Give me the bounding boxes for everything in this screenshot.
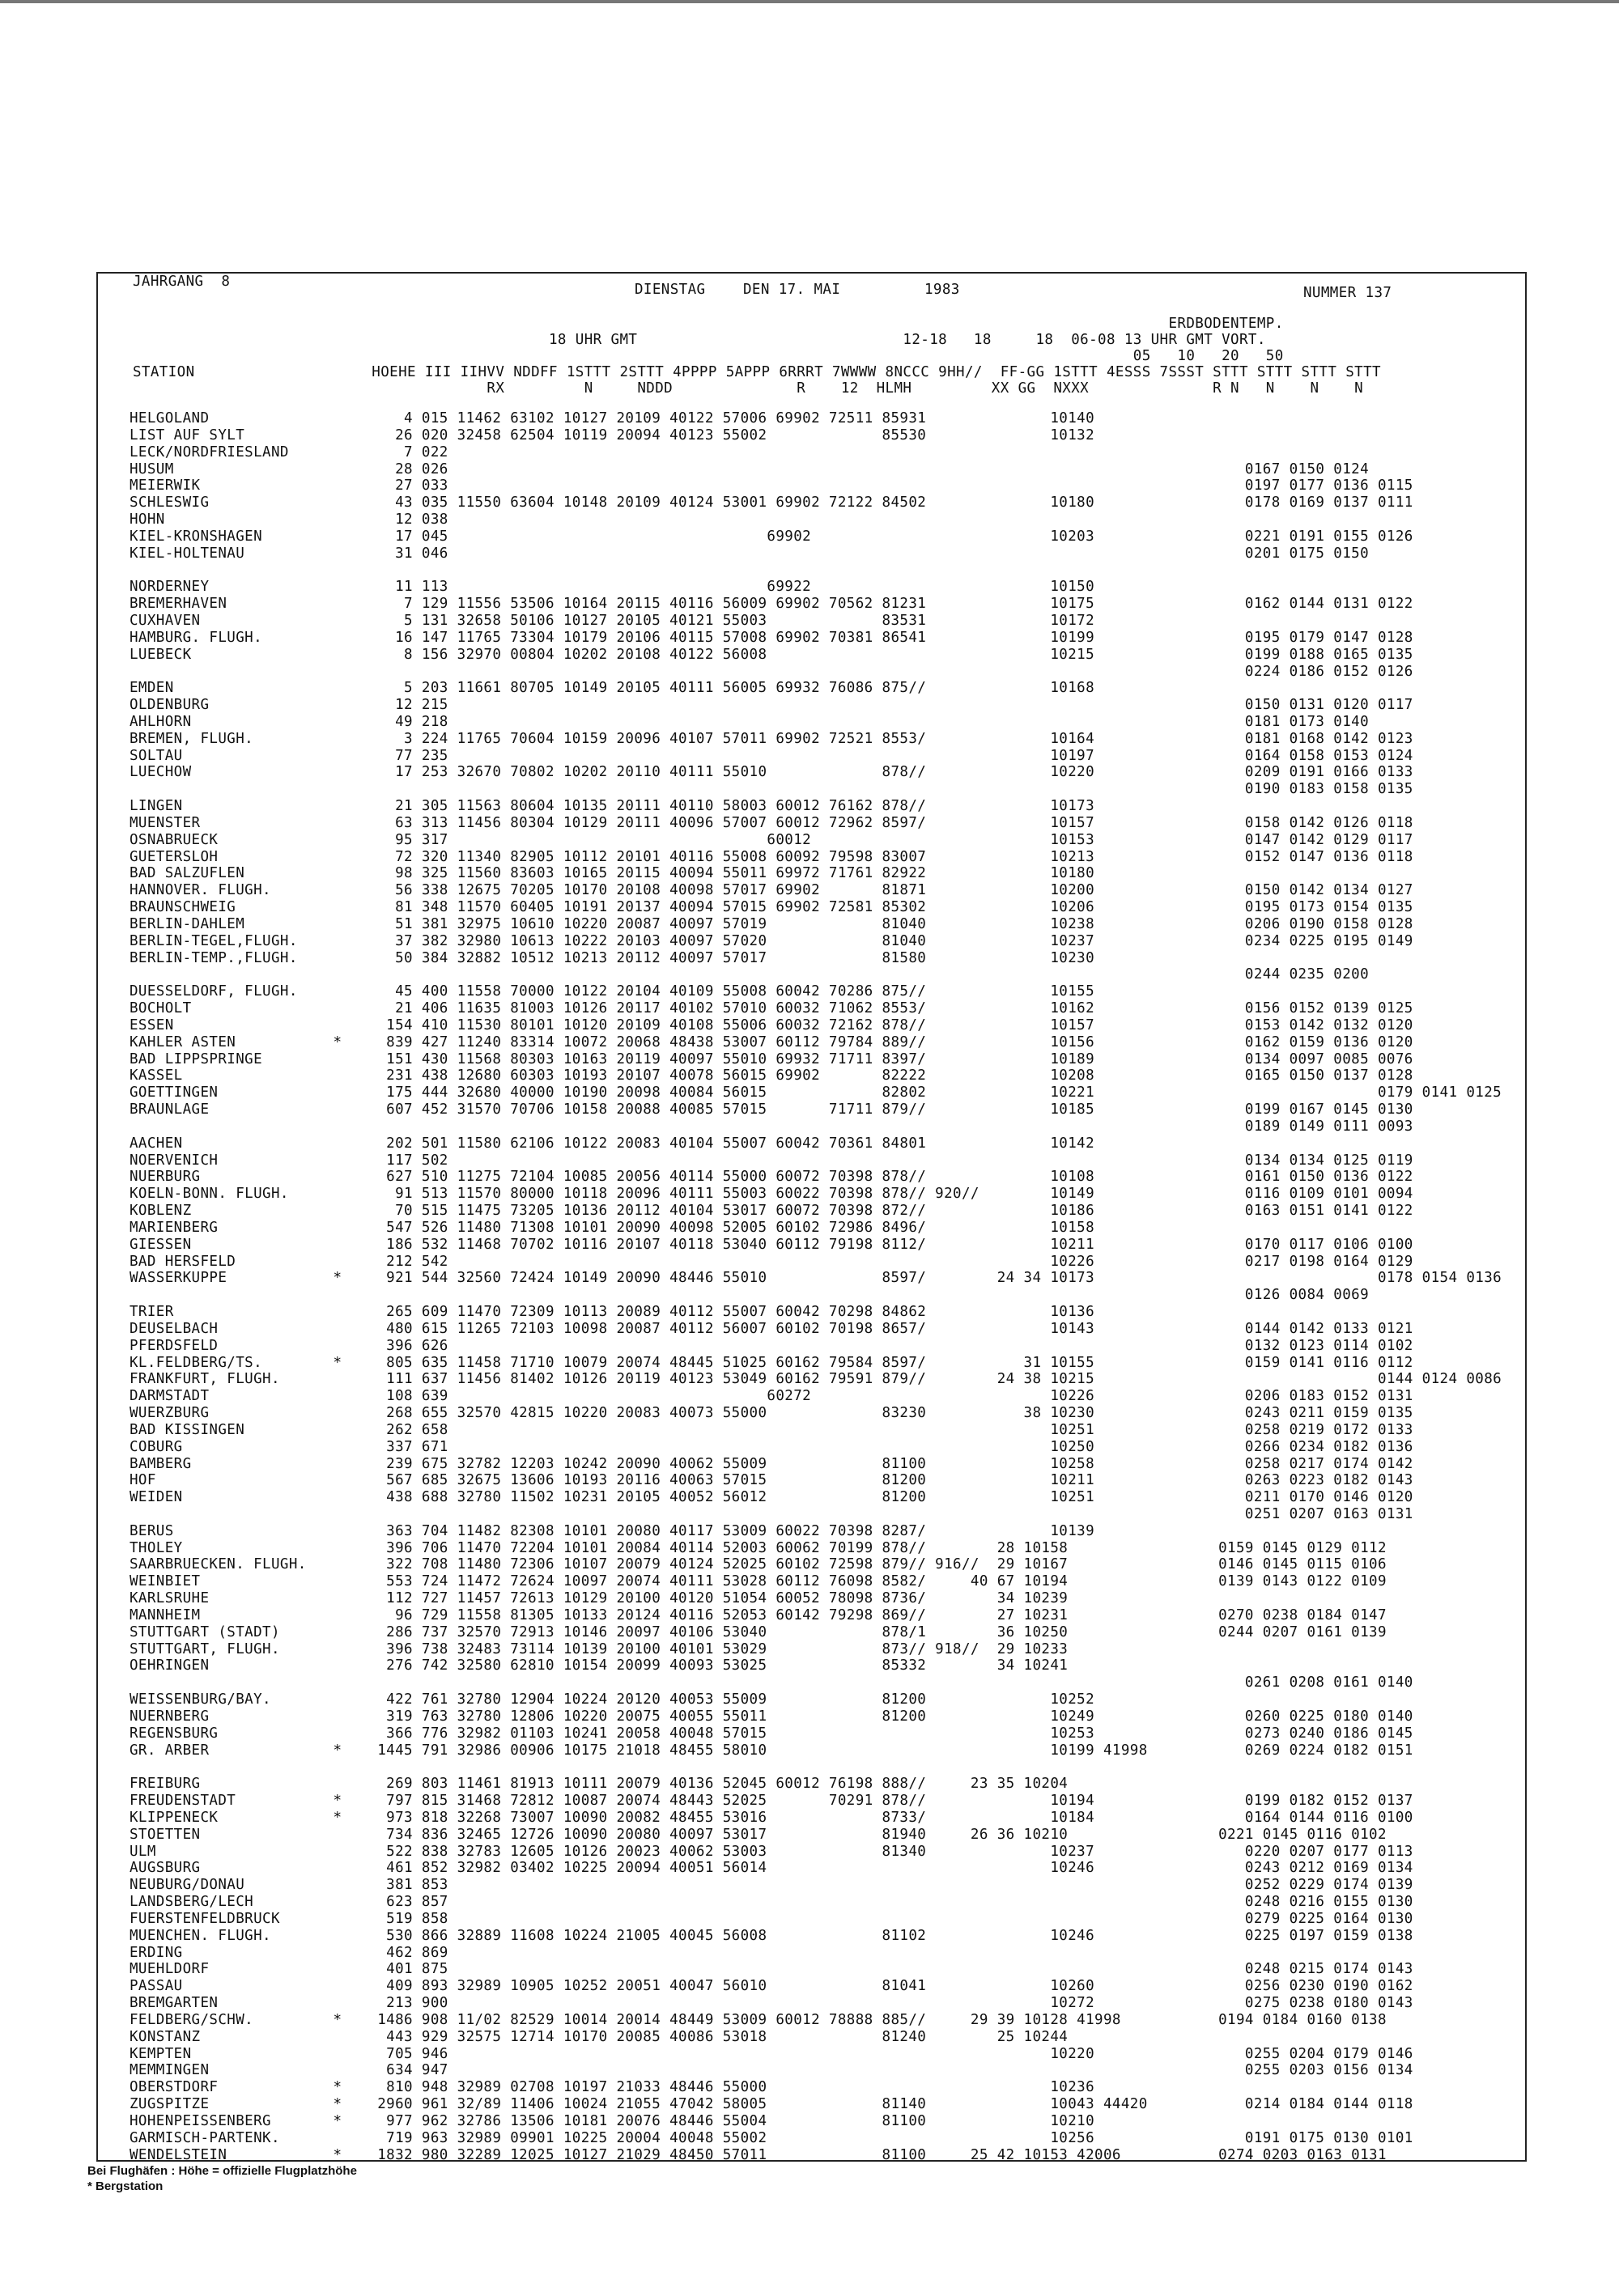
station-row: WEINBIET 553 724 11472 72624 10097 20074 40111 53028 60112 76098 8582/ 40 67 10194 0139 0143 0122 0109 (130, 1573, 1387, 1590)
station-row: BAD KISSINGEN 262 658 10251 0258 0219 0172 0133 (130, 1421, 1413, 1438)
station-row: MUENSTER 63 313 11456 80304 10129 20111 40096 57007 60012 72962 8597/ 10157 0158 0142 0126 0118 (130, 814, 1413, 831)
station-row: GOETTINGEN 175 444 32680 40000 10190 20098 40084 56015 82802 10221 0179 0141 0125 (130, 1084, 1502, 1101)
station-row: AACHEN 202 501 11580 62106 10122 20083 40104 55007 60042 70361 84801 10142 (130, 1135, 1095, 1152)
station-row: KLIPPENECK * 973 818 32268 73007 10090 20082 48455 53016 8733/ 10184 0164 0144 0116 0100 (130, 1809, 1413, 1826)
station-row: LUEBECK 8 156 32970 00804 10202 20108 40122 56008 10215 0199 0188 0165 0135 (130, 646, 1413, 663)
station-row: LIST AUF SYLT 26 020 32458 62504 10119 20094 40123 55002 85530 10132 (130, 427, 1095, 443)
station-row: HOHN 12 038 (130, 511, 448, 528)
station-row: ZUGSPITZE * 2960 961 32/89 11406 10024 21055 47042 58005 81140 10043 44420 0214 0184 0144 0118 (130, 2096, 1413, 2112)
station-row: AUGSBURG 461 852 32982 03402 10225 20094 40051 56014 10246 0243 0212 0169 0134 (130, 1860, 1413, 1877)
station-row: KIEL-KRONSHAGEN 17 045 69902 10203 0221 0191 0155 0126 (130, 528, 1413, 545)
station-row: KL.FELDBERG/TS. * 805 635 11458 71710 10079 20074 48445 51025 60162 79584 8597/ 31 10155 0159 0141 0116 0112 (130, 1354, 1413, 1371)
station-row: KOELN-BONN. FLUGH. 91 513 11570 80000 10118 20096 40111 55003 60022 70398 878// 920// 10149 0116 0109 0101 0094 (130, 1186, 1413, 1203)
station-row: BREMGARTEN 213 900 10272 0275 0238 0180 0143 (130, 1995, 1413, 2011)
station-row: THOLEY 396 706 11470 72204 10101 20084 40114 52003 60062 70199 878// 28 10158 0159 0145 0129 0112 (130, 1539, 1387, 1556)
year-label: 1983 (924, 282, 960, 298)
station-row: ESSEN 154 410 11530 80101 10120 20109 40108 55006 60032 72162 878// 10157 0153 0142 0132 0120 (130, 1016, 1413, 1033)
station-row: BREMERHAVEN 7 129 11556 53506 10164 20115 40116 56009 69902 70562 81231 10175 0162 0144 0131 0122 (130, 596, 1413, 613)
station-row: ERDING 462 869 (130, 1944, 448, 1961)
station-row: 0190 0183 0158 0135 (130, 781, 1413, 798)
station-row: KOBLENZ 70 515 11475 73205 10136 20112 40104 53017 60072 70398 872// 10186 0163 0151 0141 0122 (130, 1203, 1413, 1219)
station-row: WEISSENBURG/BAY. 422 761 32780 12904 10224 20120 40053 55009 81200 10252 (130, 1691, 1095, 1708)
station-row: MEIERWIK 27 033 0197 0177 0136 0115 (130, 477, 1413, 494)
station-row: REGENSBURG 366 776 32982 01103 10241 20058 40048 57015 10253 0273 0240 0186 0145 (130, 1725, 1413, 1742)
station-row: GIESSEN 186 532 11468 70702 10116 20107 40118 53040 60112 79198 8112/ 10211 0170 0117 0106 0100 (130, 1236, 1413, 1253)
station-row: WASSERKUPPE * 921 544 32560 72424 10149 20090 48446 55010 8597/ 24 34 10173 0178 0154 0136 (130, 1270, 1502, 1287)
station-row: WEIDEN 438 688 32780 11502 10231 20105 40052 56012 81200 10251 0211 0170 0146 0120 (130, 1489, 1413, 1506)
station-row: WUERZBURG 268 655 32570 42815 10220 20083 40073 55000 83230 38 10230 0243 0211 0159 0135 (130, 1405, 1413, 1421)
station-row: GR. ARBER * 1445 791 32986 00906 10175 21018 48455 58010 10199 41998 0269 0224 0182 0151 (130, 1742, 1413, 1759)
station-row: KONSTANZ 443 929 32575 12714 10170 20085 40086 53018 81240 25 10244 (130, 2028, 1069, 2045)
column-header-line-1: ERDBODENTEMP. (133, 316, 1284, 332)
station-row: CUXHAVEN 5 131 32658 50106 10127 20105 40121 55003 83531 10172 (130, 613, 1095, 629)
station-row: WENDELSTEIN * 1832 980 32289 12025 10127 21029 48450 57011 81100 25 42 10153 42006 0274 0203 0163 0131 (130, 2146, 1387, 2163)
issue-number: NUMMER 137 (1303, 285, 1392, 301)
station-row: LINGEN 21 305 11563 80604 10135 20111 40110 58003 60012 76162 878// 10173 (130, 798, 1095, 815)
station-row: MUENCHEN. FLUGH. 530 866 32889 11608 10224 21005 40045 56008 81102 10246 0225 0197 0159 0138 (130, 1927, 1413, 1944)
station-row: BOCHOLT 21 406 11635 81003 10126 20117 40102 57010 60032 71062 8553/ 10162 0156 0152 0139 0125 (130, 1000, 1413, 1016)
station-row: BAMBERG 239 675 32782 12203 10242 20090 40062 55009 81100 10258 0258 0217 0174 0142 (130, 1455, 1413, 1472)
footnote-airports: Bei Flughäfen : Höhe = offizielle Flugplatzhöhe (87, 2164, 357, 2178)
station-row: 0224 0186 0152 0126 (130, 663, 1413, 680)
station-row: FREUDENSTADT * 797 815 31468 72812 10087 20074 48443 52025 70291 878// 10194 0199 0182 0152 0137 (130, 1793, 1413, 1810)
station-row: BERUS 363 704 11482 82308 10101 20080 40117 53009 60022 70398 8287/ 10139 (130, 1522, 1095, 1539)
station-row: BERLIN-TEGEL,FLUGH. 37 382 32980 10613 10222 20103 40097 57020 81040 10237 0234 0225 0195 0149 (130, 932, 1413, 949)
column-header-line-2: 18 UHR GMT 12-18 18 18 06-08 13 UHR GMT VORT. (133, 332, 1266, 348)
station-row: 0251 0207 0163 0131 (130, 1505, 1413, 1522)
station-row: KAHLER ASTEN * 839 427 11240 83314 10072 20068 48438 53007 60112 79784 889// 10156 0162 0159 0136 0120 (130, 1033, 1413, 1050)
station-row: BAD HERSFELD 212 542 10226 0217 0198 0164 0129 (130, 1253, 1413, 1270)
station-row: FREIBURG 269 803 11461 81913 10111 20079 40136 52045 60012 76198 888// 23 35 10204 (130, 1776, 1069, 1793)
station-row: EMDEN 5 203 11661 80705 10149 20105 40111 56005 69932 76086 875// 10168 (130, 680, 1095, 697)
station-row: NUERBURG 627 510 11275 72104 10085 20056 40114 55000 60072 70398 878// 10108 0161 0150 0136 0122 (130, 1169, 1413, 1186)
station-row: MARIENBERG 547 526 11480 71308 10101 20090 40098 52005 60102 72986 8496/ 10158 (130, 1219, 1095, 1236)
station-row: STUTTGART, FLUGH. 396 738 32483 73114 10139 20100 40101 53029 873// 918// 29 10233 (130, 1640, 1069, 1657)
station-row: MANNHEIM 96 729 11558 81305 10133 20124 40116 52053 60142 79298 869// 27 10231 0270 0238 0184 0147 (130, 1606, 1387, 1623)
station-row: SCHLESWIG 43 035 11550 63604 10148 20109 40124 53001 69902 72122 84502 10180 0178 0169 0137 0111 (130, 494, 1413, 511)
station-row: 0261 0208 0161 0140 (130, 1674, 1413, 1691)
station-row: FRANKFURT, FLUGH. 111 637 11456 81402 10126 20119 40123 53049 60162 79591 879// 24 38 10215 0144 0124 0086 (130, 1371, 1502, 1388)
station-row: KARLSRUHE 112 727 11457 72613 10129 20100 40120 51054 60052 78098 8736/ 34 10239 (130, 1590, 1069, 1607)
volume-label: JAHRGANG 8 (133, 274, 231, 290)
station-row: TRIER 265 609 11470 72309 10113 20089 40112 55007 60042 70298 84862 10136 (130, 1304, 1095, 1320)
station-row: SOLTAU 77 235 10197 0164 0158 0153 0124 (130, 747, 1413, 764)
station-row: FUERSTENFELDBRUCK 519 858 0279 0225 0164 0130 (130, 1910, 1413, 1927)
station-row: LUECHOW 17 253 32670 70802 10202 20110 40111 55010 878// 10220 0209 0191 0166 0133 (130, 764, 1413, 781)
station-row: STOETTEN 734 836 32465 12726 10090 20080 40097 53017 81940 26 36 10210 0221 0145 0116 0102 (130, 1826, 1387, 1843)
column-header-line-5: RX N NDDD R 12 HLMH XX GG NXXX R N N N N (133, 380, 1364, 397)
station-row: BERLIN-TEMP.,FLUGH. 50 384 32882 10512 10213 20112 40097 57017 81580 10230 (130, 949, 1095, 966)
station-row: COBURG 337 671 10250 0266 0234 0182 0136 (130, 1438, 1413, 1455)
station-row: OSNABRUECK 95 317 60012 10153 0147 0142 0129 0117 (130, 831, 1413, 848)
station-row: KASSEL 231 438 12680 60303 10193 20107 40078 56015 69902 82222 10208 0165 0150 0137 0128 (130, 1067, 1413, 1084)
station-row: AHLHORN 49 218 0181 0173 0140 (130, 713, 1370, 730)
station-row: OBERSTDORF * 810 948 32989 02708 10197 21033 48446 55000 10236 (130, 2079, 1095, 2096)
station-row: MUEHLDORF 401 875 0248 0215 0174 0143 (130, 1961, 1413, 1978)
scan-top-edge (0, 0, 1619, 3)
station-row: BAD SALZUFLEN 98 325 11560 83603 10165 20115 40094 55011 69972 71761 82922 10180 (130, 865, 1095, 882)
station-row: NEUBURG/DONAU 381 853 0252 0229 0174 0139 (130, 1877, 1413, 1894)
station-row: GUETERSLOH 72 320 11340 82905 10112 20101 40116 55008 60092 79598 83007 10213 0152 0147 0136 0118 (130, 848, 1413, 865)
station-row: NUERNBERG 319 763 32780 12806 10220 20075 40055 55011 81200 10249 0260 0225 0180 0140 (130, 1708, 1413, 1725)
station-row: HOHENPEISSENBERG * 977 962 32786 13506 10181 20076 48446 55004 81100 10210 (130, 2112, 1095, 2129)
station-row: MEMMINGEN 634 947 0255 0203 0156 0134 (130, 2062, 1413, 2079)
station-row: KIEL-HOLTENAU 31 046 0201 0175 0150 (130, 545, 1370, 562)
station-row: LANDSBERG/LECH 623 857 0248 0216 0155 0130 (130, 1894, 1413, 1910)
station-row: HOF 567 685 32675 13606 10193 20116 40063 57015 81200 10211 0263 0223 0182 0143 (130, 1472, 1413, 1489)
station-row: ULM 522 838 32783 12605 10126 20023 40062 53003 81340 10237 0220 0207 0177 0113 (130, 1843, 1413, 1860)
station-row: PFERDSFELD 396 626 0132 0123 0114 0102 (130, 1337, 1413, 1354)
day-label: DIENSTAG (635, 282, 706, 298)
station-row: BREMEN, FLUGH. 3 224 11765 70604 10159 20096 40107 57011 69902 72521 8553/ 10164 0181 0168 0142 0123 (130, 730, 1413, 747)
date-label: DEN 17. MAI (743, 282, 841, 298)
station-row: BRAUNSCHWEIG 81 348 11570 60405 10191 20137 40094 57015 69902 72581 85302 10206 0195 0173 0154 0135 (130, 899, 1413, 916)
station-row: DEUSELBACH 480 615 11265 72103 10098 20087 40112 56007 60102 70198 8657/ 10143 0144 0142 0133 0121 (130, 1320, 1413, 1337)
station-row: BRAUNLAGE 607 452 31570 70706 10158 20088 40085 57015 71711 879// 10185 0199 0167 0145 0130 (130, 1101, 1413, 1118)
station-row: HANNOVER. FLUGH. 56 338 12675 70205 10170 20108 40098 57017 69902 81871 10200 0150 0142 0134 0127 (130, 882, 1413, 899)
station-row: BAD LIPPSPRINGE 151 430 11568 80303 10163 20119 40097 55010 69932 71711 8397/ 10189 0134 0097 0085 0076 (130, 1050, 1413, 1067)
station-row: NOERVENICH 117 502 0134 0134 0125 0119 (130, 1152, 1413, 1169)
station-row: LECK/NORDFRIESLAND 7 022 (130, 443, 448, 460)
station-row: BERLIN-DAHLEM 51 381 32975 10610 10220 20087 40097 57019 81040 10238 0206 0190 0158 0128 (130, 915, 1413, 932)
station-row: GARMISCH-PARTENK. 719 963 32989 09901 10225 20004 40048 55002 10256 0191 0175 0130 0101 (130, 2129, 1413, 2146)
station-row: DARMSTADT 108 639 60272 10226 0206 0183 0152 0131 (130, 1388, 1413, 1405)
station-row: 0244 0235 0200 (130, 966, 1370, 983)
station-row: PASSAU 409 893 32989 10905 10252 20051 40047 56010 81041 10260 0256 0230 0190 0162 (130, 1978, 1413, 1995)
station-row: STUTTGART (STADT) 286 737 32570 72913 10146 20097 40106 53040 878/1 36 10250 0244 0207 0161 0139 (130, 1623, 1387, 1640)
station-row: FELDBERG/SCHW. * 1486 908 11/02 82529 10014 20014 48449 53009 60012 78888 885// 29 39 10128 41998 0194 0184 0160 0138 (130, 2011, 1387, 2028)
station-row: NORDERNEY 11 113 69922 10150 (130, 579, 1095, 596)
station-row: HUSUM 28 026 0167 0150 0124 (130, 460, 1370, 477)
station-row: OLDENBURG 12 215 0150 0131 0120 0117 (130, 697, 1413, 714)
station-row: OEHRINGEN 276 742 32580 62810 10154 20099 40093 53025 85332 34 10241 (130, 1657, 1069, 1674)
station-row: DUESSELDORF, FLUGH. 45 400 11558 70000 10122 20104 40109 55008 60042 70286 875// 10155 (130, 983, 1095, 1000)
station-row: 0126 0084 0069 (130, 1287, 1370, 1304)
column-header-line-4: STATION HOEHE III IIHVV NDDFF 1STTT 2STTT 4PPPP 5APPP 6RRRT 7WWWW 8NCCC 9HH// FF-GG 1STTT 4ESSS 7SSST STTT STTT STTT STTT (133, 364, 1381, 380)
station-row: SAARBRUECKEN. FLUGH. 322 708 11480 72306 10107 20079 40124 52025 60102 72598 879// 916// 29 10167 0146 0145 0115 0106 (130, 1556, 1387, 1573)
station-row: 0189 0149 0111 0093 (130, 1118, 1413, 1135)
station-row: HELGOLAND 4 015 11462 63102 10127 20109 40122 57006 69902 72511 85931 10140 (130, 410, 1095, 427)
station-row: KEMPTEN 705 946 10220 0255 0204 0179 0146 (130, 2045, 1413, 2062)
footnote-mountain-station: * Bergstation (87, 2179, 164, 2193)
column-header-line-3: 05 10 20 50 (133, 348, 1284, 364)
station-row: HAMBURG. FLUGH. 16 147 11765 73304 10179 20106 40115 57008 69902 70381 86541 10199 0195 0179 0147 0128 (130, 629, 1413, 646)
